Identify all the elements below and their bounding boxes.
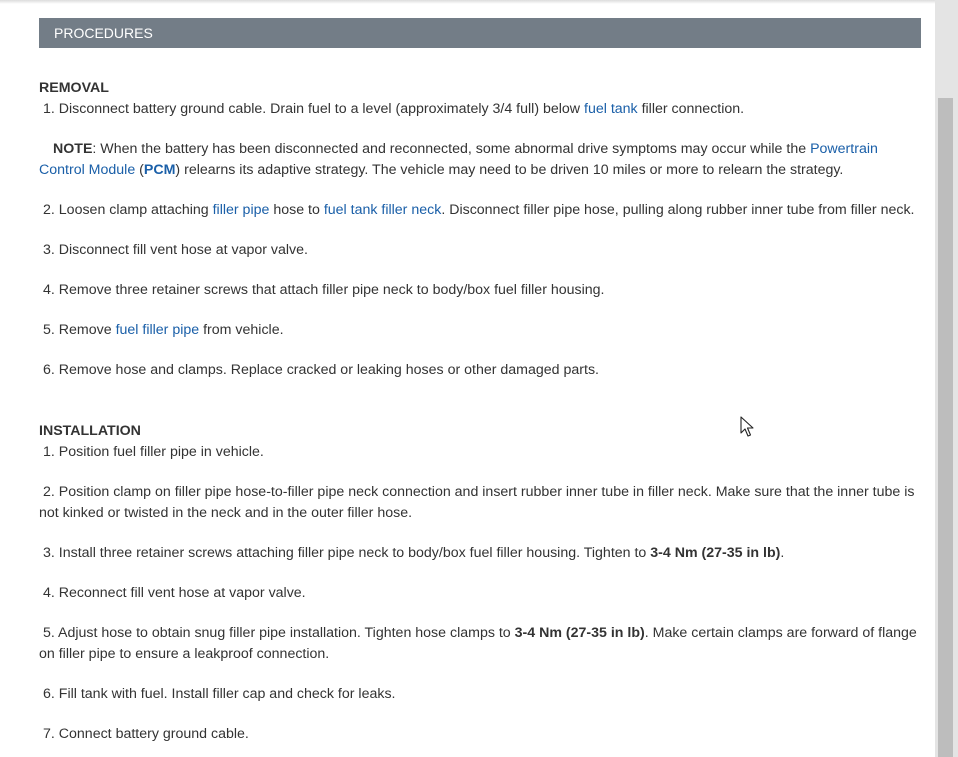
spacer [39, 120, 921, 139]
step-text: . Disconnect filler pipe hose, pulling along rubber inner tube from filler neck. [441, 202, 915, 218]
step-text: Remove hose and clamps. Replace cracked or leaking hoses or other damaged parts. [54, 362, 599, 378]
spacer [39, 604, 921, 623]
removal-step-4 [39, 280, 921, 301]
spacer [39, 564, 921, 583]
mouse-pointer-icon [740, 416, 754, 438]
step-text: Connect battery ground cable. [54, 726, 249, 742]
step-text: hose to [269, 202, 324, 218]
procedures-header-title: PROCEDURES [54, 25, 153, 41]
step-number: 1. [43, 444, 55, 460]
step-text: . [780, 545, 785, 561]
step-text: Fill tank with fuel. Install filler cap and check for leaks. [54, 686, 396, 702]
step-text: Loosen clamp attaching [54, 202, 213, 218]
step-text: Install three retainer screws attaching filler pipe neck to body/box fuel filler housing. Tighten to [54, 545, 651, 561]
step-text: Reconnect fill vent hose at vapor valve. [54, 585, 306, 601]
installation-step-6 [39, 684, 921, 705]
link-pcm[interactable]: PCM [143, 162, 176, 178]
step-text: Disconnect fill vent hose at vapor valve. [54, 242, 308, 258]
step-text: Position clamp on filler pipe hose-to-filler pipe neck connection and insert rubber inner tube in filler neck. Make sure that the inner tube is not kinked or twisted in the neck and in the outer filler hose. [39, 484, 915, 521]
step-number: 4. [43, 585, 55, 601]
installation-step-3 [39, 543, 921, 564]
link-fuel-tank[interactable]: fuel tank [584, 101, 638, 117]
step-number: 6. [43, 686, 55, 702]
step-number: 5. [43, 625, 55, 641]
step-text: filler connection. [637, 101, 745, 117]
spacer [39, 705, 921, 724]
step-text: Remove three retainer screws that attach filler pipe neck to body/box fuel filler housing. [54, 282, 605, 298]
spacer [39, 301, 921, 320]
note-text: ) relearns its adaptive strategy. The vehicle may need to be driven 10 miles or more to relearn the strategy. [175, 162, 844, 178]
step-number: 3. [43, 242, 55, 258]
link-fuel-filler-pipe[interactable]: fuel filler pipe [115, 322, 200, 338]
removal-step-2 [39, 200, 921, 221]
spacer [39, 524, 921, 543]
scrollbar-thumb[interactable] [938, 98, 953, 757]
step-number: 5. [43, 322, 55, 338]
installation-heading: INSTALLATION [39, 423, 141, 439]
spacer [39, 221, 921, 240]
link-powertrain-control-module[interactable]: Powertrain Control Module [39, 141, 878, 178]
torque-value: 3-4 Nm (27-35 in lb) [514, 625, 645, 641]
step-text: Adjust hose to obtain snug filler pipe installation. Tighten hose clamps to [54, 625, 515, 641]
removal-heading: REMOVAL [39, 80, 109, 96]
step-number: 7. [43, 726, 55, 742]
step-text: Remove [54, 322, 116, 338]
spacer [39, 665, 921, 684]
link-filler-pipe[interactable]: filler pipe [212, 202, 270, 218]
installation-step-1 [39, 442, 921, 463]
installation-step-7 [39, 724, 921, 745]
step-number: 2. [43, 202, 55, 218]
spacer [39, 341, 921, 360]
note-text: ( [135, 162, 144, 178]
installation-step-5 [39, 623, 921, 665]
removal-step-1 [39, 99, 921, 120]
step-text: Disconnect battery ground cable. Drain fuel to a level (approximately 3/4 full) below [54, 101, 584, 117]
removal-note [25, 139, 921, 181]
note-text: : When the battery has been disconnected and reconnected, some abnormal drive symptoms may occur while the [92, 141, 811, 157]
procedures-header [39, 18, 921, 48]
spacer [39, 381, 921, 421]
step-number: 2. [43, 484, 55, 500]
step-number: 4. [43, 282, 55, 298]
procedure-content [39, 78, 921, 745]
removal-step-5 [39, 320, 921, 341]
installation-step-4 [39, 583, 921, 604]
torque-value: 3-4 Nm (27-35 in lb) [650, 545, 781, 561]
step-text: Position fuel filler pipe in vehicle. [54, 444, 264, 460]
step-text: . Make certain clamps are forward of flange on filler pipe to ensure a leakproof connection. [39, 625, 917, 662]
installation-step-2 [39, 482, 921, 524]
spacer [39, 261, 921, 280]
removal-step-6 [39, 360, 921, 381]
step-text: from vehicle. [199, 322, 284, 338]
step-number: 1. [43, 101, 55, 117]
panel-top-edge [0, 0, 935, 4]
spacer [39, 463, 921, 482]
removal-step-3 [39, 240, 921, 261]
link-fuel-tank-filler-neck[interactable]: fuel tank filler neck [323, 202, 442, 218]
spacer [39, 181, 921, 200]
step-number: 3. [43, 545, 55, 561]
step-number: 6. [43, 362, 55, 378]
note-label: NOTE [53, 141, 93, 157]
